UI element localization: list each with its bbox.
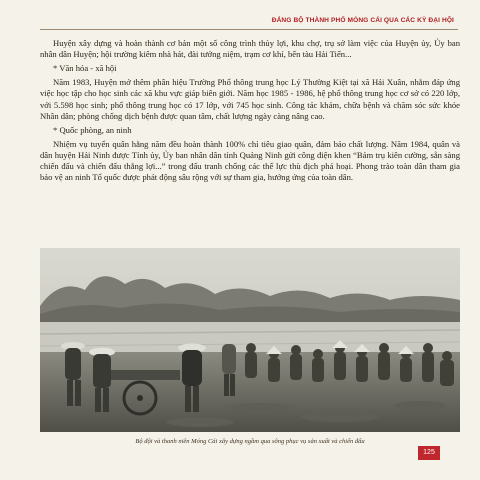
body-paragraph: Năm 1983, Huyện mở thêm phân hiệu Trường Phổ thông trung học Lý Thường Kiệt tại xã Hải Xuân, nhằm đáp ứng việc học tập cho học sinh các xã khu vực giáp biên giới. Năm học 1985 - 1986, hệ phổ thông trung học cơ sở có 220 lớp, với 5.598 học sinh; phổ thông trung học có 17 lớp, với 745 học sinh. Công tác khám, chữa bệnh và chăm sóc sức khỏe Nhân dân; phòng chống dịch bệnh được quan tâm, chất lượng ngày càng nâng cao. xyxy=(40,77,460,121)
page-number: 125 xyxy=(418,446,440,460)
body-text xyxy=(40,38,460,186)
running-header-title: ĐẢNG BỘ THÀNH PHỐ MÓNG CÁI QUA CÁC KỲ ĐẠI HỘI xyxy=(271,17,454,24)
photo-illustration xyxy=(40,248,460,432)
section-heading: * Quốc phòng, an ninh xyxy=(53,124,132,135)
section-heading: * Văn hóa - xã hội xyxy=(53,63,117,74)
photo-caption: Bộ đội và thanh niên Móng Cái xây dựng ngầm qua sông phục vụ sản xuất và chiến đấu xyxy=(135,438,365,445)
body-paragraph: Nhiệm vụ tuyển quân hằng năm đều hoàn thành 100% chỉ tiêu giao quân, đảm bảo chất lượng. Năm 1984, quân và dân huyện Hải Ninh được Tỉnh ủy, Ủy ban nhân dân tỉnh Quảng Ninh gửi công điện khen “Bám trụ kiên cường, sẵn sàng chiến đấu và chiến đấu thắng lợi...” trong đấu tranh chống các thế lực thù địch phá hoại. Phong trào toàn dân tham gia bảo vệ an ninh Tổ quốc được phát động sâu rộng với sự tham gia, hưởng ứng của toàn dân. xyxy=(40,138,460,183)
historical-photo xyxy=(40,248,460,432)
header-divider xyxy=(40,29,458,30)
body-paragraph: Huyện xây dựng và hoàn thành cơ bản một số công trình thủy lợi, khu chợ, trụ sở làm việc của Huyện ủy, Ủy ban nhân dân Huyện; hội trường kiêm nhà hát, đài tưởng niệm, trạm cơ khí, bến tàu Hải Tiến... xyxy=(40,38,460,60)
